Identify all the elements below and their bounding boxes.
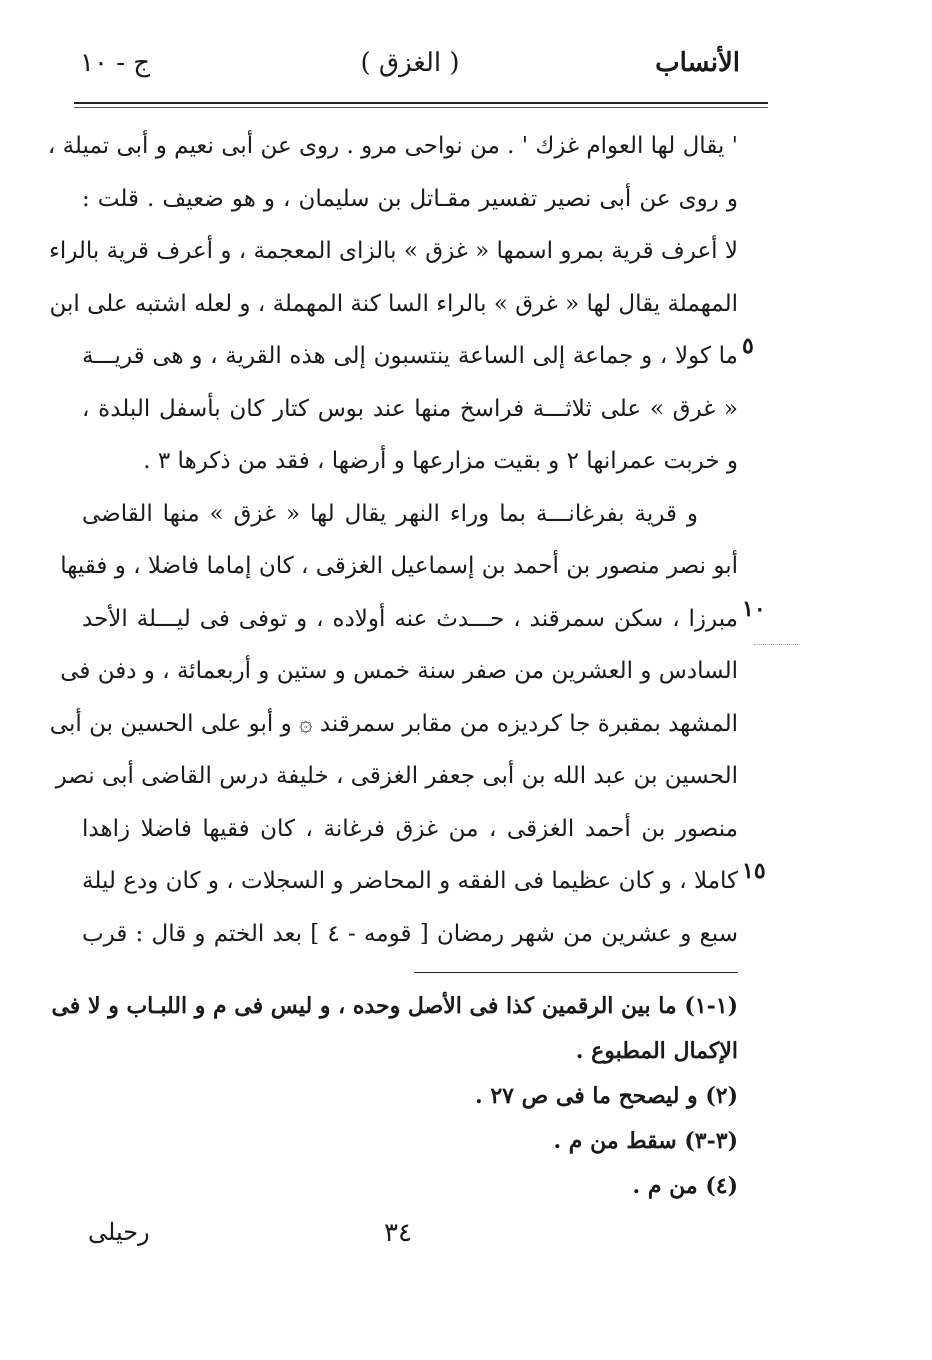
header-rule-thin — [74, 107, 768, 108]
text-line: و خربت عمرانها ٢ و بقيت مزارعها و أرضها ، فقد من ذكرها ٣ . — [143, 448, 738, 474]
text-line: الحسين بن عبد الله بن أبى جعفر الغزقى ، خليفة درس القاضى أبى نصر — [55, 763, 738, 789]
main-text — [47, 120, 739, 960]
signature: رحيلى — [88, 1218, 150, 1246]
volume-number: ج - ١٠ — [80, 48, 151, 78]
footnote-rule — [414, 972, 738, 973]
footnote-line: (٢) و ليصحح ما فى ص ٢٧ . — [475, 1083, 738, 1109]
text-line: و قرية بفرغانـــة بما وراء النهر يقال لها « غزق » منها القاضى — [82, 500, 698, 527]
line-number-10: ١٠ — [742, 596, 766, 622]
text-line: و روى عن أبى نصير تفسير مقـاتل بن سليمان ، و هو ضعيف . قلت : — [82, 185, 738, 212]
footnote-line: (٣-٣) سقط من م . — [553, 1128, 738, 1154]
text-line: ما كولا ، و جماعة إلى الساعة ينتسبون إلى هذه القرية ، و هى قريـــة — [82, 343, 738, 369]
text-line: المشهد بمقبرة جا كرديزه من مقابر سمرقند ۞ و أبو على الحسين بن أبى — [49, 710, 738, 737]
footnotes — [51, 984, 738, 1209]
text-line: السادس و العشرين من صفر سنة خمس و ستين و أربعمائة ، و دفن فى — [60, 658, 738, 684]
text-line: « غرق » على ثلاثـــة فراسخ منها عند بوس كتار كان بأسفل البلدة ، — [82, 395, 738, 422]
text-line: لا أعرف قرية بمرو اسمها « غزق » بالزاى المعجمة ، و أعرف قرية بالراء — [49, 238, 738, 264]
footnote-line: (٤) من م . — [632, 1173, 738, 1199]
header-rule — [74, 102, 768, 104]
text-line: منصور بن أحمد الغزقى ، من غزق فرغانة ، كان فقيها فاضلا زاهدا — [82, 815, 738, 842]
text-line: سبع و عشرين من شهر رمضان [ قومه - ٤ ] بعد الختم و قال : قرب — [82, 920, 739, 947]
line-number-15: ١٥ — [742, 858, 766, 884]
page-number: ٣٤ — [384, 1218, 412, 1248]
text-line: المهملة يقال لها « غرق » بالراء السا كنة المهملة ، و لعله اشتبه على ابن — [49, 290, 738, 317]
footnote-line: (١-١) ما بين الرقمين كذا فى الأصل وحده ، و ليس فى م و اللبـاب و لا فى — [51, 993, 738, 1019]
book-title: الأنساب — [655, 48, 740, 78]
margin-mark — [754, 644, 800, 645]
text-line: ' يقال لها العوام غزك ' . من نواحى مرو . روى عن أبى نعيم و أبى تميلة ، — [47, 133, 738, 159]
text-line: مبرزا ، سكن سمرقند ، حـــدث عنه أولاده ، و توفى فى ليـــلة الأحد — [82, 605, 738, 632]
entry-title: ( الغزق ) — [360, 48, 460, 78]
footnote-line: الإكمال المطبوع . — [575, 1038, 738, 1064]
line-number-5: ٥ — [742, 333, 754, 359]
text-line: أبو نصر منصور بن أحمد بن إسماعيل الغزقى ، كان إماما فاضلا ، و فقيها — [60, 553, 738, 579]
running-header — [80, 48, 740, 88]
text-line: كاملا ، و كان عظيما فى الفقه و المحاضر و السجلات ، و كان ودع ليلة — [82, 868, 738, 894]
